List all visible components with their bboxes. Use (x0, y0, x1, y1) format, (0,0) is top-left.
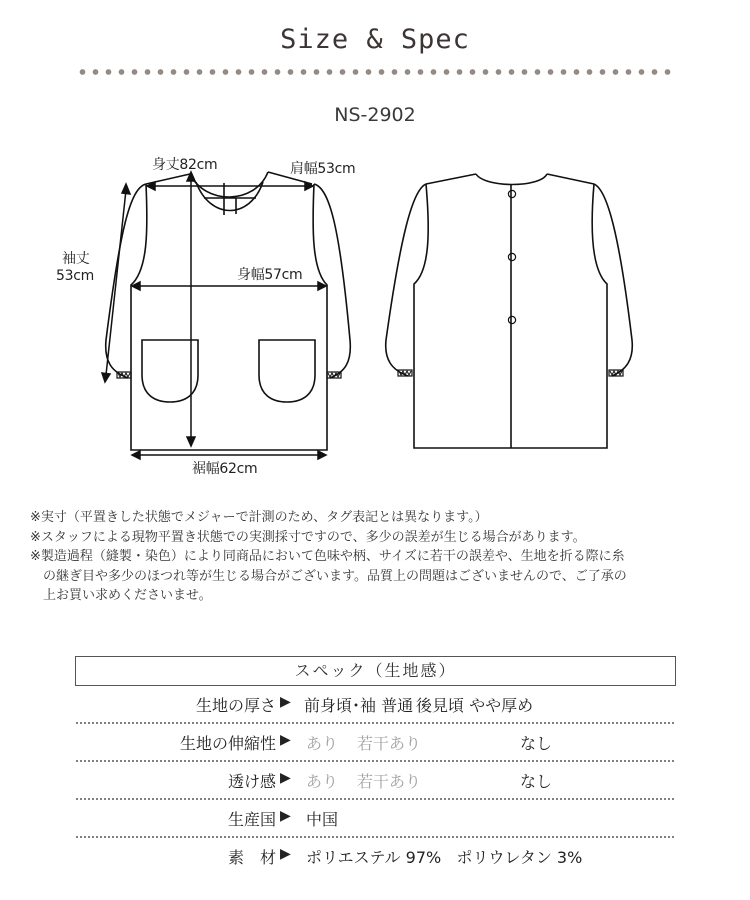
spec-value: 中国 (306, 810, 339, 829)
triangle-right-icon: ▶ (280, 846, 291, 862)
triangle-right-icon: ▶ (280, 694, 291, 710)
spec-row-material (75, 838, 676, 876)
spec-value: なし (520, 772, 553, 791)
triangle-right-icon: ▶ (280, 808, 291, 824)
right-pocket (259, 340, 315, 402)
page-title: Size & Spec (280, 24, 470, 55)
spec-row-country (75, 800, 676, 838)
spec-value: 若干あり (357, 734, 422, 753)
spec-label: 生地の伸縮性 (179, 734, 276, 753)
note-line: ※製造過程（縫製・染色）により同商品において色味や柄、サイズに若干の誤差や、生地を折る際に糸 (30, 549, 625, 564)
spec-label: 生産国 (227, 810, 276, 829)
model-number: NS-2902 (334, 104, 416, 126)
sleeve-label-value: 53cm (56, 268, 94, 284)
chest-label: 身幅57cm (237, 267, 303, 283)
spec-value: 後見頃 やや厚め (416, 696, 534, 715)
triangle-right-icon: ▶ (280, 732, 291, 748)
hem-label: 裾幅62cm (192, 461, 258, 477)
measurement-notes (30, 508, 730, 606)
note-line: ※実寸（平置きした状態でメジャーで計測のため、タグ表記とは異なります。） (30, 510, 488, 525)
shoulder-label: 肩幅53cm (290, 161, 356, 177)
spec-heading: スペック（生地感） (75, 656, 676, 686)
spec-value: あり (306, 772, 339, 791)
spec-value: あり (306, 734, 339, 753)
spec-row-stretch (75, 724, 676, 762)
back-button (508, 190, 515, 197)
size-diagram (0, 140, 750, 490)
length-label: 身丈82cm (152, 157, 218, 173)
note-line: ※スタッフによる現物平置き状態での実測採寸ですので、多少の誤差が生じる場合があります。 (30, 529, 586, 545)
spec-label: 素 材 (227, 848, 276, 867)
spec-value: 若干あり (357, 772, 422, 791)
sleeve-label-title: 袖丈 (62, 251, 90, 267)
note-line: 上お買い求めくださいませ。 (43, 588, 212, 603)
spec-label: 生地の厚さ (195, 696, 276, 715)
spec-value: なし (520, 734, 553, 753)
left-pocket (142, 340, 198, 402)
garment-drawing (0, 140, 750, 490)
spec-label: 透け感 (227, 772, 276, 791)
triangle-right-icon: ▶ (280, 770, 291, 786)
spec-value: 前身頃･袖 普通 (304, 696, 414, 715)
back-button (508, 253, 515, 260)
spec-row-thickness (75, 686, 676, 724)
dotted-divider (76, 68, 674, 76)
spec-value: ポリエステル 97% ポリウレタン 3% (306, 848, 583, 867)
spec-row-transparency (75, 762, 676, 800)
back-button (508, 316, 515, 323)
note-line: の継ぎ目や多少のほつれ等が生じる場合がございます。品質上の問題はございませんので、ご了承の (43, 568, 627, 584)
